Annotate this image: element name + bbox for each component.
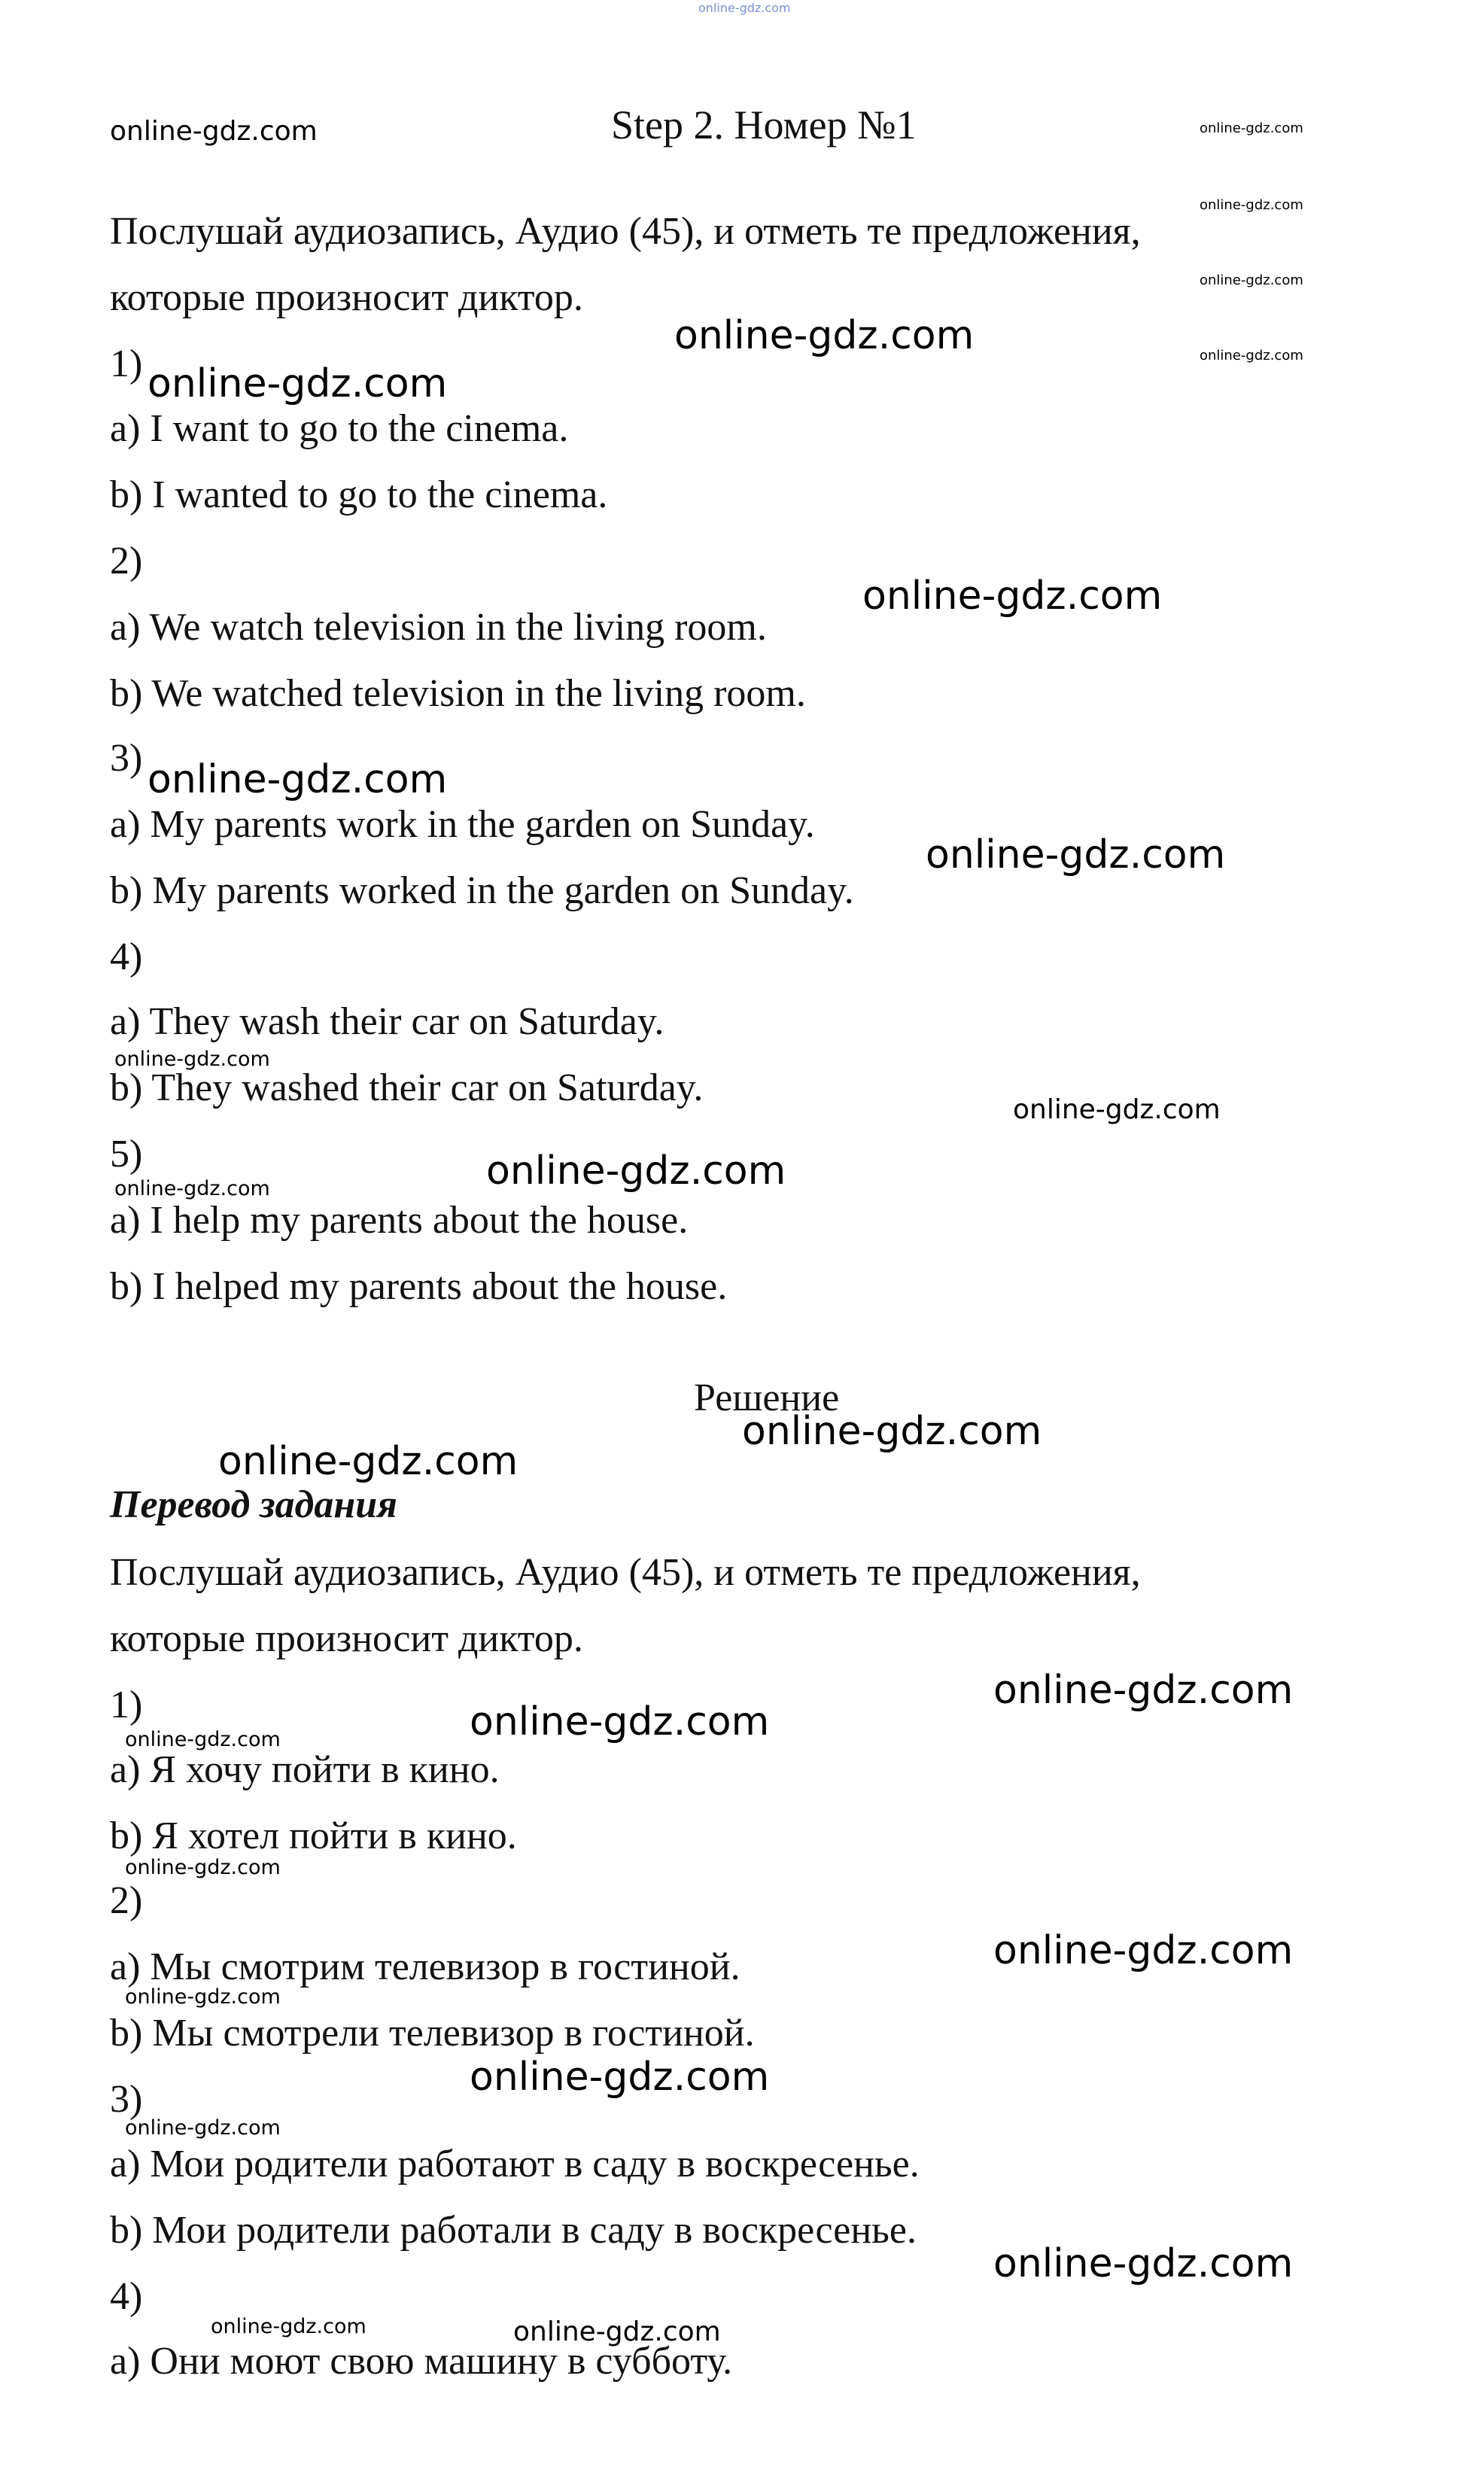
task-item-number: 2) — [110, 540, 143, 582]
task-option-b: b) My parents worked in the garden on Sunday. — [110, 869, 854, 912]
task-option-a: a) We watch television in the living room. — [110, 606, 767, 649]
translation-option-a: a) Мои родители работают в саду в воскресенье. — [110, 2143, 920, 2185]
watermark: online-gdz.com — [114, 1048, 270, 1071]
watermark: online-gdz.com — [147, 361, 448, 406]
task-item-number: 4) — [110, 935, 143, 978]
task-option-a: a) I help my parents about the house. — [110, 1199, 689, 1242]
task-item-number: 5) — [110, 1133, 143, 1176]
translation-option-a: a) Я хочу пойти в кино. — [110, 1748, 500, 1791]
task-instruction-line1: Послушай аудиозапись, Аудио (45), и отметь те предложения, — [110, 210, 1141, 253]
watermark: online-gdz.com — [698, 1, 791, 15]
watermark: online-gdz.com — [211, 2315, 366, 2338]
watermark: online-gdz.com — [110, 116, 318, 147]
page-title: Step 2. Номер №1 — [611, 102, 917, 148]
watermark: online-gdz.com — [674, 313, 975, 358]
watermark: online-gdz.com — [1200, 348, 1303, 363]
watermark: online-gdz.com — [742, 1409, 1042, 1454]
watermark: online-gdz.com — [513, 2316, 721, 2347]
watermark: online-gdz.com — [862, 573, 1163, 619]
watermark: online-gdz.com — [1200, 197, 1303, 213]
watermark: online-gdz.com — [114, 1177, 270, 1200]
watermark: online-gdz.com — [926, 832, 1226, 878]
watermark: online-gdz.com — [218, 1439, 518, 1484]
translation-option-b: b) Я хотел пойти в кино. — [110, 1814, 517, 1857]
translation-option-b: b) Мы смотрели телевизор в гостиной. — [110, 2012, 755, 2055]
task-item-number: 1) — [110, 342, 143, 385]
translation-instruction-line1: Послушай аудиозапись, Аудио (45), и отметь те предложения, — [110, 1551, 1141, 1594]
watermark: online-gdz.com — [1200, 272, 1303, 288]
watermark: online-gdz.com — [993, 2241, 1294, 2286]
watermark: online-gdz.com — [993, 1668, 1294, 1713]
watermark: online-gdz.com — [993, 1928, 1294, 1973]
watermark: online-gdz.com — [125, 1728, 281, 1751]
translation-option-b: b) Мои родители работали в саду в воскресенье. — [110, 2209, 917, 2252]
watermark: online-gdz.com — [125, 1856, 281, 1879]
watermark: online-gdz.com — [147, 757, 448, 802]
watermark: online-gdz.com — [1013, 1094, 1221, 1125]
translation-instruction-line2: которые произносит диктор. — [110, 1617, 583, 1660]
watermark: online-gdz.com — [125, 2116, 281, 2140]
task-option-b: b) I helped my parents about the house. — [110, 1265, 728, 1308]
task-option-a: a) They wash their car on Saturday. — [110, 1000, 664, 1043]
task-option-a: a) My parents work in the garden on Sunday. — [110, 803, 815, 846]
task-instruction-line2: которые произносит диктор. — [110, 276, 583, 319]
task-option-b: b) We watched television in the living room. — [110, 672, 806, 715]
watermark: online-gdz.com — [125, 1985, 281, 2009]
translation-item-number: 1) — [110, 1684, 143, 1726]
translation-item-number: 4) — [110, 2275, 143, 2318]
solution-heading: Решение — [694, 1376, 840, 1419]
task-item-number: 3) — [110, 737, 143, 780]
task-option-b: b) They washed their car on Saturday. — [110, 1066, 704, 1109]
task-option-b: b) I wanted to go to the cinema. — [110, 473, 608, 516]
watermark: online-gdz.com — [486, 1148, 786, 1194]
watermark: online-gdz.com — [470, 1699, 770, 1744]
translation-item-number: 3) — [110, 2078, 143, 2121]
watermark: online-gdz.com — [470, 2055, 770, 2100]
translation-heading: Перевод задания — [110, 1483, 397, 1526]
task-option-a: a) I want to go to the cinema. — [110, 407, 569, 450]
translation-option-a: a) Мы смотрим телевизор в гостиной. — [110, 1945, 740, 1988]
translation-item-number: 2) — [110, 1879, 143, 1922]
watermark: online-gdz.com — [1200, 120, 1303, 136]
translation-option-a: a) Они моют свою машину в субботу. — [110, 2340, 733, 2383]
